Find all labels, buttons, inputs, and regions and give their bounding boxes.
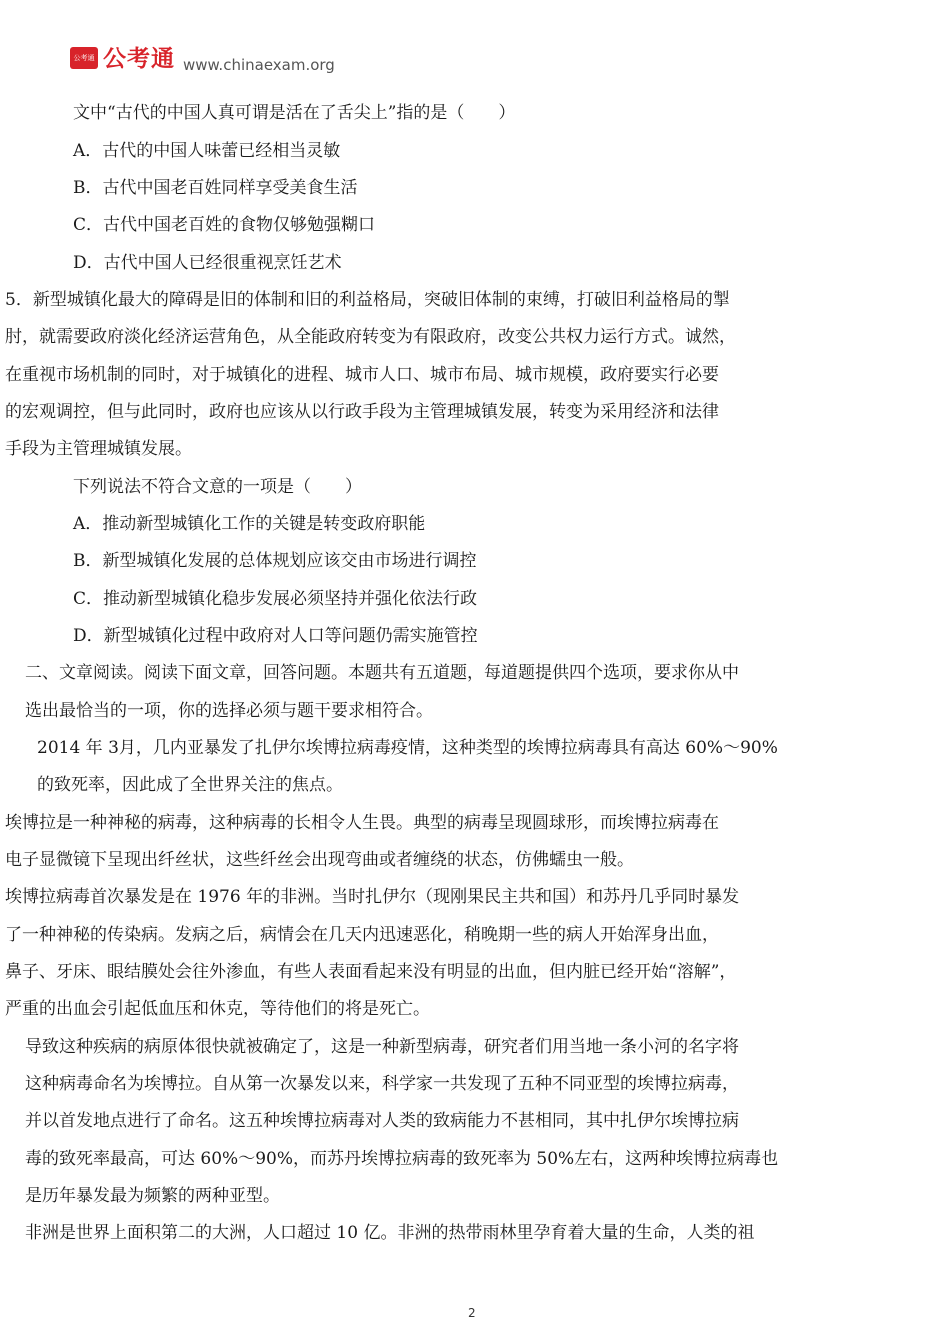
article-line: 非洲是世界上面积第二的大洲，人口超过 10 亿。非洲的热带雨林里孕育着大量的生命，人类的祖: [25, 1223, 755, 1243]
passage-line: 手段为主管理城镇发展。: [5, 439, 192, 459]
article-line: 的致死率，因此成了全世界关注的焦点。: [37, 775, 343, 795]
option-b: B．古代中国老百姓同样享受美食生活: [73, 178, 358, 198]
article-line: 是历年暴发最为频繁的两种亚型。: [25, 1186, 280, 1206]
article-line: 2014 年 3月，几内亚暴发了扎伊尔埃博拉病毒疫情，这种类型的埃博拉病毒具有高达 60%～90%: [37, 738, 778, 758]
option-d: D．新型城镇化过程中政府对人口等问题仍需实施管控: [73, 626, 478, 646]
article-line: 导致这种疾病的病原体很快就被确定了，这是一种新型病毒，研究者们用当地一条小河的名字将: [25, 1037, 739, 1057]
article-line: 鼻子、牙床、眼结膜处会往外渗血，有些人表面看起来没有明显的出血，但内脏已经开始“溶解”，: [5, 962, 737, 982]
article-line: 严重的出血会引起低血压和休克，等待他们的将是死亡。: [5, 999, 430, 1019]
article-line: 毒的致死率最高，可达 60%～90%，而苏丹埃博拉病毒的致死率为 50%左右，这两种埃博拉病毒也: [25, 1149, 779, 1169]
section-heading: 选出最恰当的一项，你的选择必须与题干要求相符合。: [25, 701, 433, 721]
question-stem: 文中“古代的中国人真可谓是活在了舌尖上”指的是（ ）: [73, 103, 516, 123]
article-line: 电子显微镜下呈现出纤丝状，这些纤丝会出现弯曲或者缠绕的状态，仿佛蠕虫一般。: [5, 850, 634, 870]
option-a: A．推动新型城镇化工作的关键是转变政府职能: [73, 514, 426, 534]
option-c: C．古代中国老百姓的食物仅够勉强糊口: [73, 215, 376, 235]
passage-line: 肘，就需要政府淡化经济运营角色，从全能政府转变为有限政府，改变公共权力运行方式。诚然，: [5, 327, 736, 347]
option-b: B．新型城镇化发展的总体规划应该交由市场进行调控: [73, 551, 477, 571]
site-url[interactable]: www.chinaexam.org: [183, 56, 335, 74]
article-line: 埃博拉是一种神秘的病毒，这种病毒的长相令人生畏。典型的病毒呈现圆球形，而埃博拉病毒在: [5, 813, 719, 833]
question-stem: 下列说法不符合文意的一项是（ ）: [73, 477, 362, 497]
option-d: D．古代中国人已经很重视烹饪艺术: [73, 253, 342, 273]
logo-text: 公考通: [103, 46, 175, 72]
option-a: A．古代的中国人味蕾已经相当灵敏: [73, 141, 341, 161]
article-line: 埃博拉病毒首次暴发是在 1976 年的非洲。当时扎伊尔（现刚果民主共和国）和苏丹几乎同时暴发: [5, 887, 740, 907]
page-number: 2: [468, 1306, 476, 1320]
option-c: C．推动新型城镇化稳步发展必须坚持并强化依法行政: [73, 589, 478, 609]
passage-line: 在重视市场机制的同时，对于城镇化的进程、城市人口、城市布局、城市规模，政府要实行必要: [5, 365, 719, 385]
article-line: 并以首发地点进行了命名。这五种埃博拉病毒对人类的致病能力不甚相同，其中扎伊尔埃博拉病: [25, 1111, 739, 1131]
section-heading: 二、文章阅读。阅读下面文章，回答问题。本题共有五道题，每道题提供四个选项，要求你从中: [25, 663, 739, 683]
article-line: 了一种神秘的传染病。发病之后，病情会在几天内迅速恶化，稍晚期一些的病人开始浑身出血，: [5, 925, 719, 945]
passage-line: 5．新型城镇化最大的障碍是旧的体制和旧的利益格局，突破旧体制的束缚，打破旧利益格局的掣: [5, 290, 730, 310]
passage-line: 的宏观调控，但与此同时，政府也应该从以行政手段为主管理城镇发展，转变为采用经济和法律: [5, 402, 719, 422]
logo-badge: 公考通: [70, 47, 98, 69]
article-line: 这种病毒命名为埃博拉。自从第一次暴发以来，科学家一共发现了五种不同亚型的埃博拉病毒，: [25, 1074, 739, 1094]
